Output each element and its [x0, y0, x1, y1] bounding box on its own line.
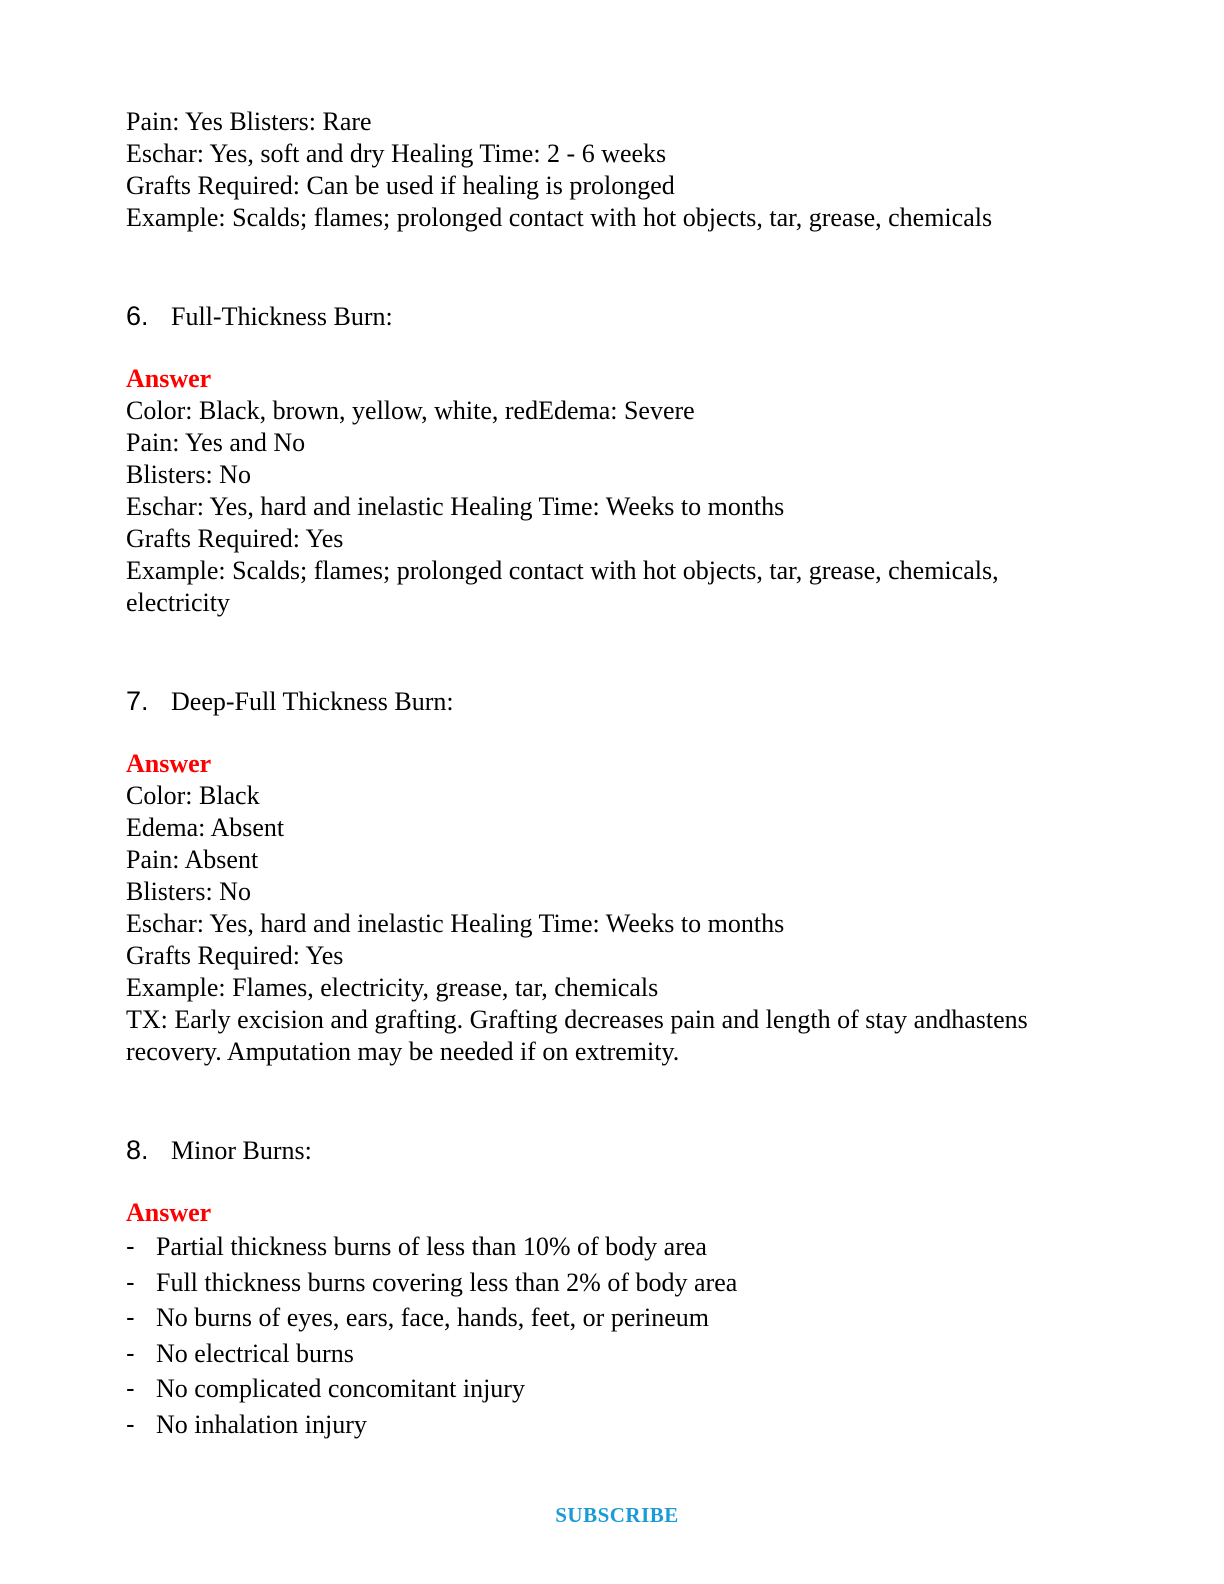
- list-item: [126, 1229, 1116, 1265]
- text-line: Example: Scalds; flames; prolonged contact with hot objects, tar, grease, chemicals: [126, 203, 993, 232]
- document-body: [126, 106, 1116, 1442]
- bullet-dash: -: [126, 1408, 135, 1439]
- answer-line: Edema: Absent: [126, 813, 285, 842]
- question-title: Deep-Full Thickness Burn:: [171, 687, 454, 716]
- bullet-dash: -: [126, 1373, 135, 1403]
- answer-label: Answer: [126, 1198, 212, 1227]
- bullet-text: Full thickness burns covering less than 2% of body area: [156, 1267, 738, 1297]
- question-heading: [126, 300, 1116, 333]
- subscribe-link[interactable]: SUBSCRIBE: [555, 1503, 679, 1527]
- question-heading: [126, 1134, 1116, 1167]
- answer-line: TX: Early excision and grafting. Grafting decreases pain and length of stay andhastens: [126, 1005, 1028, 1034]
- bullet-text: No complicated concomitant injury: [156, 1374, 525, 1403]
- answer-line: Eschar: Yes, hard and inelastic Healing Time: Weeks to months: [126, 909, 785, 938]
- list-item: [126, 1300, 1116, 1336]
- text-line: Pain: Yes Blisters: Rare: [126, 107, 372, 136]
- answer-line: Blisters: No: [126, 877, 251, 906]
- answer-line: Eschar: Yes, hard and inelastic Healing Time: Weeks to months: [126, 492, 785, 521]
- bullet-text: No burns of eyes, ears, face, hands, feet, or perineum: [156, 1303, 710, 1332]
- question-7: [126, 685, 1116, 1068]
- bullet-dash: -: [126, 1302, 135, 1332]
- answer-line: Example: Flames, electricity, grease, tar, chemicals: [126, 973, 659, 1002]
- list-item: [126, 1336, 1116, 1372]
- question-title: Full-Thickness Burn:: [171, 302, 393, 331]
- question-title: Minor Burns:: [171, 1136, 312, 1165]
- bullet-text: Partial thickness burns of less than 10% of body area: [156, 1232, 707, 1261]
- answer-line: Pain: Absent: [126, 845, 259, 874]
- top-block: [126, 106, 1116, 234]
- answer-line: Pain: Yes and No: [126, 428, 306, 457]
- list-item: [126, 1265, 1116, 1301]
- bullet-list: [126, 1229, 1116, 1442]
- question-8: [126, 1134, 1116, 1442]
- answer-line: Blisters: No: [126, 460, 251, 489]
- question-heading: [126, 685, 1116, 718]
- question-number: 7.: [126, 686, 149, 716]
- answer-label: Answer: [126, 364, 212, 393]
- answer-line: electricity: [126, 588, 230, 617]
- question-number: 6.: [126, 301, 149, 331]
- bullet-text: No electrical burns: [156, 1338, 354, 1368]
- bullet-dash: -: [126, 1337, 135, 1368]
- bullet-dash: -: [126, 1231, 135, 1261]
- list-item: [126, 1407, 1116, 1443]
- bullet-dash: -: [126, 1266, 135, 1297]
- text-line: Grafts Required: Can be used if healing is prolonged: [126, 171, 675, 200]
- list-item: [126, 1371, 1116, 1407]
- answer-line: recovery. Amputation may be needed if on extremity.: [126, 1037, 680, 1066]
- answer-line: Example: Scalds; flames; prolonged contact with hot objects, tar, grease, chemicals,: [126, 556, 999, 585]
- text-line: Eschar: Yes, soft and dry Healing Time: 2 - 6 weeks: [126, 139, 667, 168]
- answer-line: Color: Black, brown, yellow, white, redEdema: Severe: [126, 396, 695, 425]
- question-6: [126, 300, 1116, 619]
- bullet-text: No inhalation injury: [156, 1409, 367, 1439]
- answer-label: Answer: [126, 749, 212, 778]
- question-number: 8.: [126, 1135, 149, 1165]
- answer-line: Color: Black: [126, 781, 260, 810]
- answer-line: Grafts Required: Yes: [126, 941, 344, 970]
- answer-line: Grafts Required: Yes: [126, 524, 344, 553]
